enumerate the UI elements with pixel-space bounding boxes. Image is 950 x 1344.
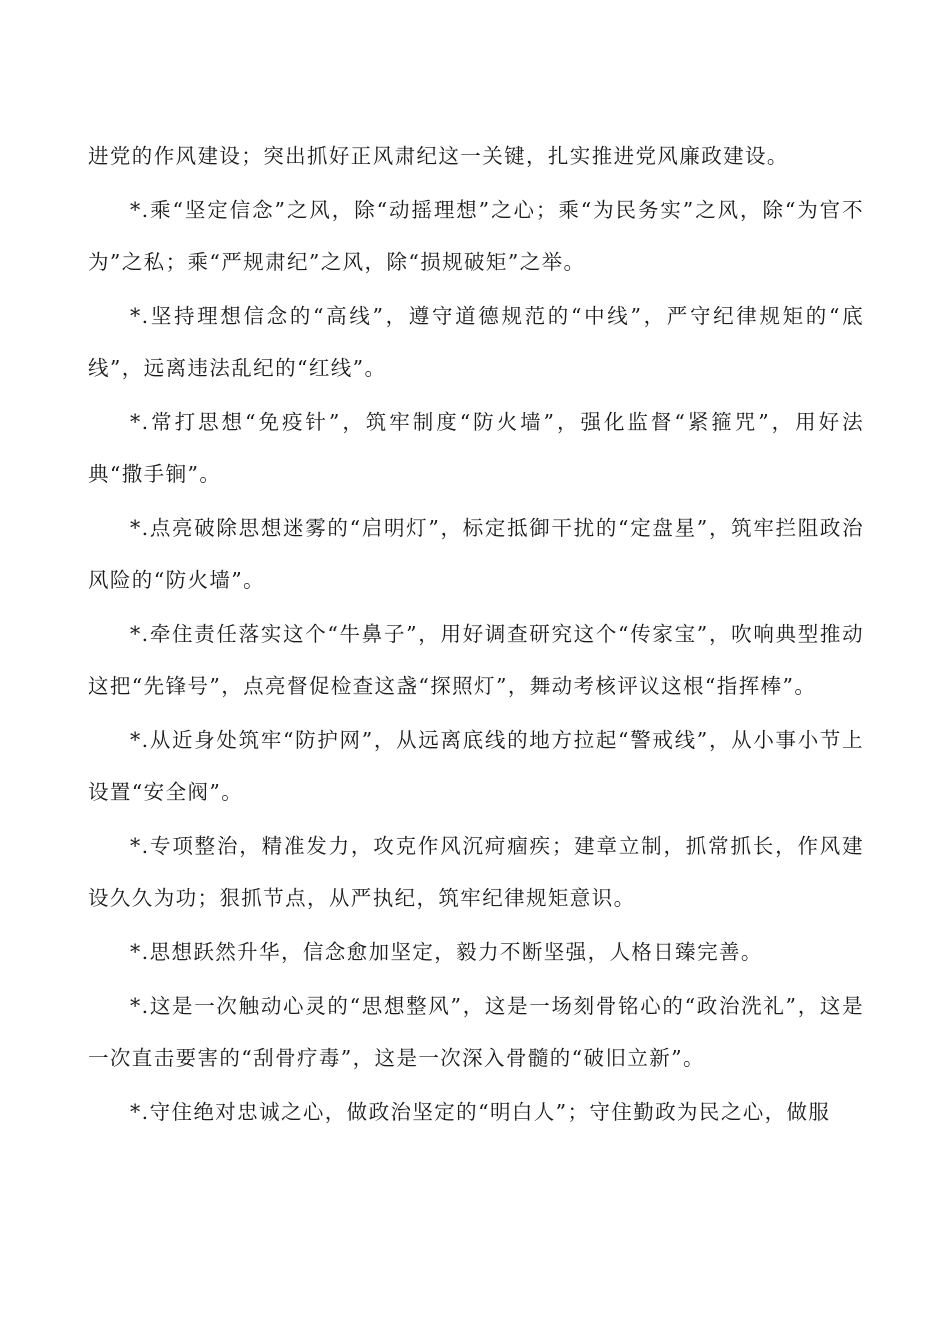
paragraph: *.思想跃然升华，信念愈加坚定，毅力不断坚强，人格日臻完善。 [130,940,763,964]
paragraph: *.专项整治，精准发力，攻克作风沉疴痼疾；建章立制，抓常抓长，作风建设久久为功；狠抓节点，从严执纪，筑牢纪律规矩意识。 [88,834,864,910]
paragraph: *.乘“坚定信念”之风，除“动摇理想”之心；乘“为民务实”之风，除“为官不为”之私；乘“严规肃纪”之风，除“损规破矩”之举。 [88,198,864,274]
paragraph: *.点亮破除思想迷雾的“启明灯”，标定抵御干扰的“定盘星”，筑牢拦阻政治风险的“防火墙”。 [88,516,864,592]
paragraph: *.这是一次触动心灵的“思想整风”，这是一场刻骨铭心的“政治洗礼”，这是一次直击要害的“刮骨疗毒”，这是一次深入骨髓的“破旧立新”。 [88,994,864,1070]
paragraph: *.坚持理想信念的“高线”，遵守道德规范的“中线”，严守纪律规矩的“底线”，远离违法乱纪的“红线”。 [88,304,864,380]
paragraph: *.守住绝对忠诚之心，做政治坚定的“明白人”；守住勤政为民之心，做服 [130,1100,831,1124]
paragraph: *.从近身处筑牢“防护网”，从远离底线的地方拉起“警戒线”，从小事小节上设置“安全阀”。 [88,728,864,804]
document-body [88,130,864,1140]
paragraph: 进党的作风建设；突出抓好正风肃纪这一关键，扎实推进党风廉政建设。 [88,144,789,168]
paragraph: *.常打思想“免疫针”，筑牢制度“防火墙”，强化监督“紧箍咒”，用好法典“撒手锏”。 [88,410,864,486]
paragraph: *.牵住责任落实这个“牛鼻子”，用好调查研究这个“传家宝”，吹响典型推动这把“先锋号”，点亮督促检查这盏“探照灯”，舞动考核评议这根“指挥棒”。 [88,622,864,698]
